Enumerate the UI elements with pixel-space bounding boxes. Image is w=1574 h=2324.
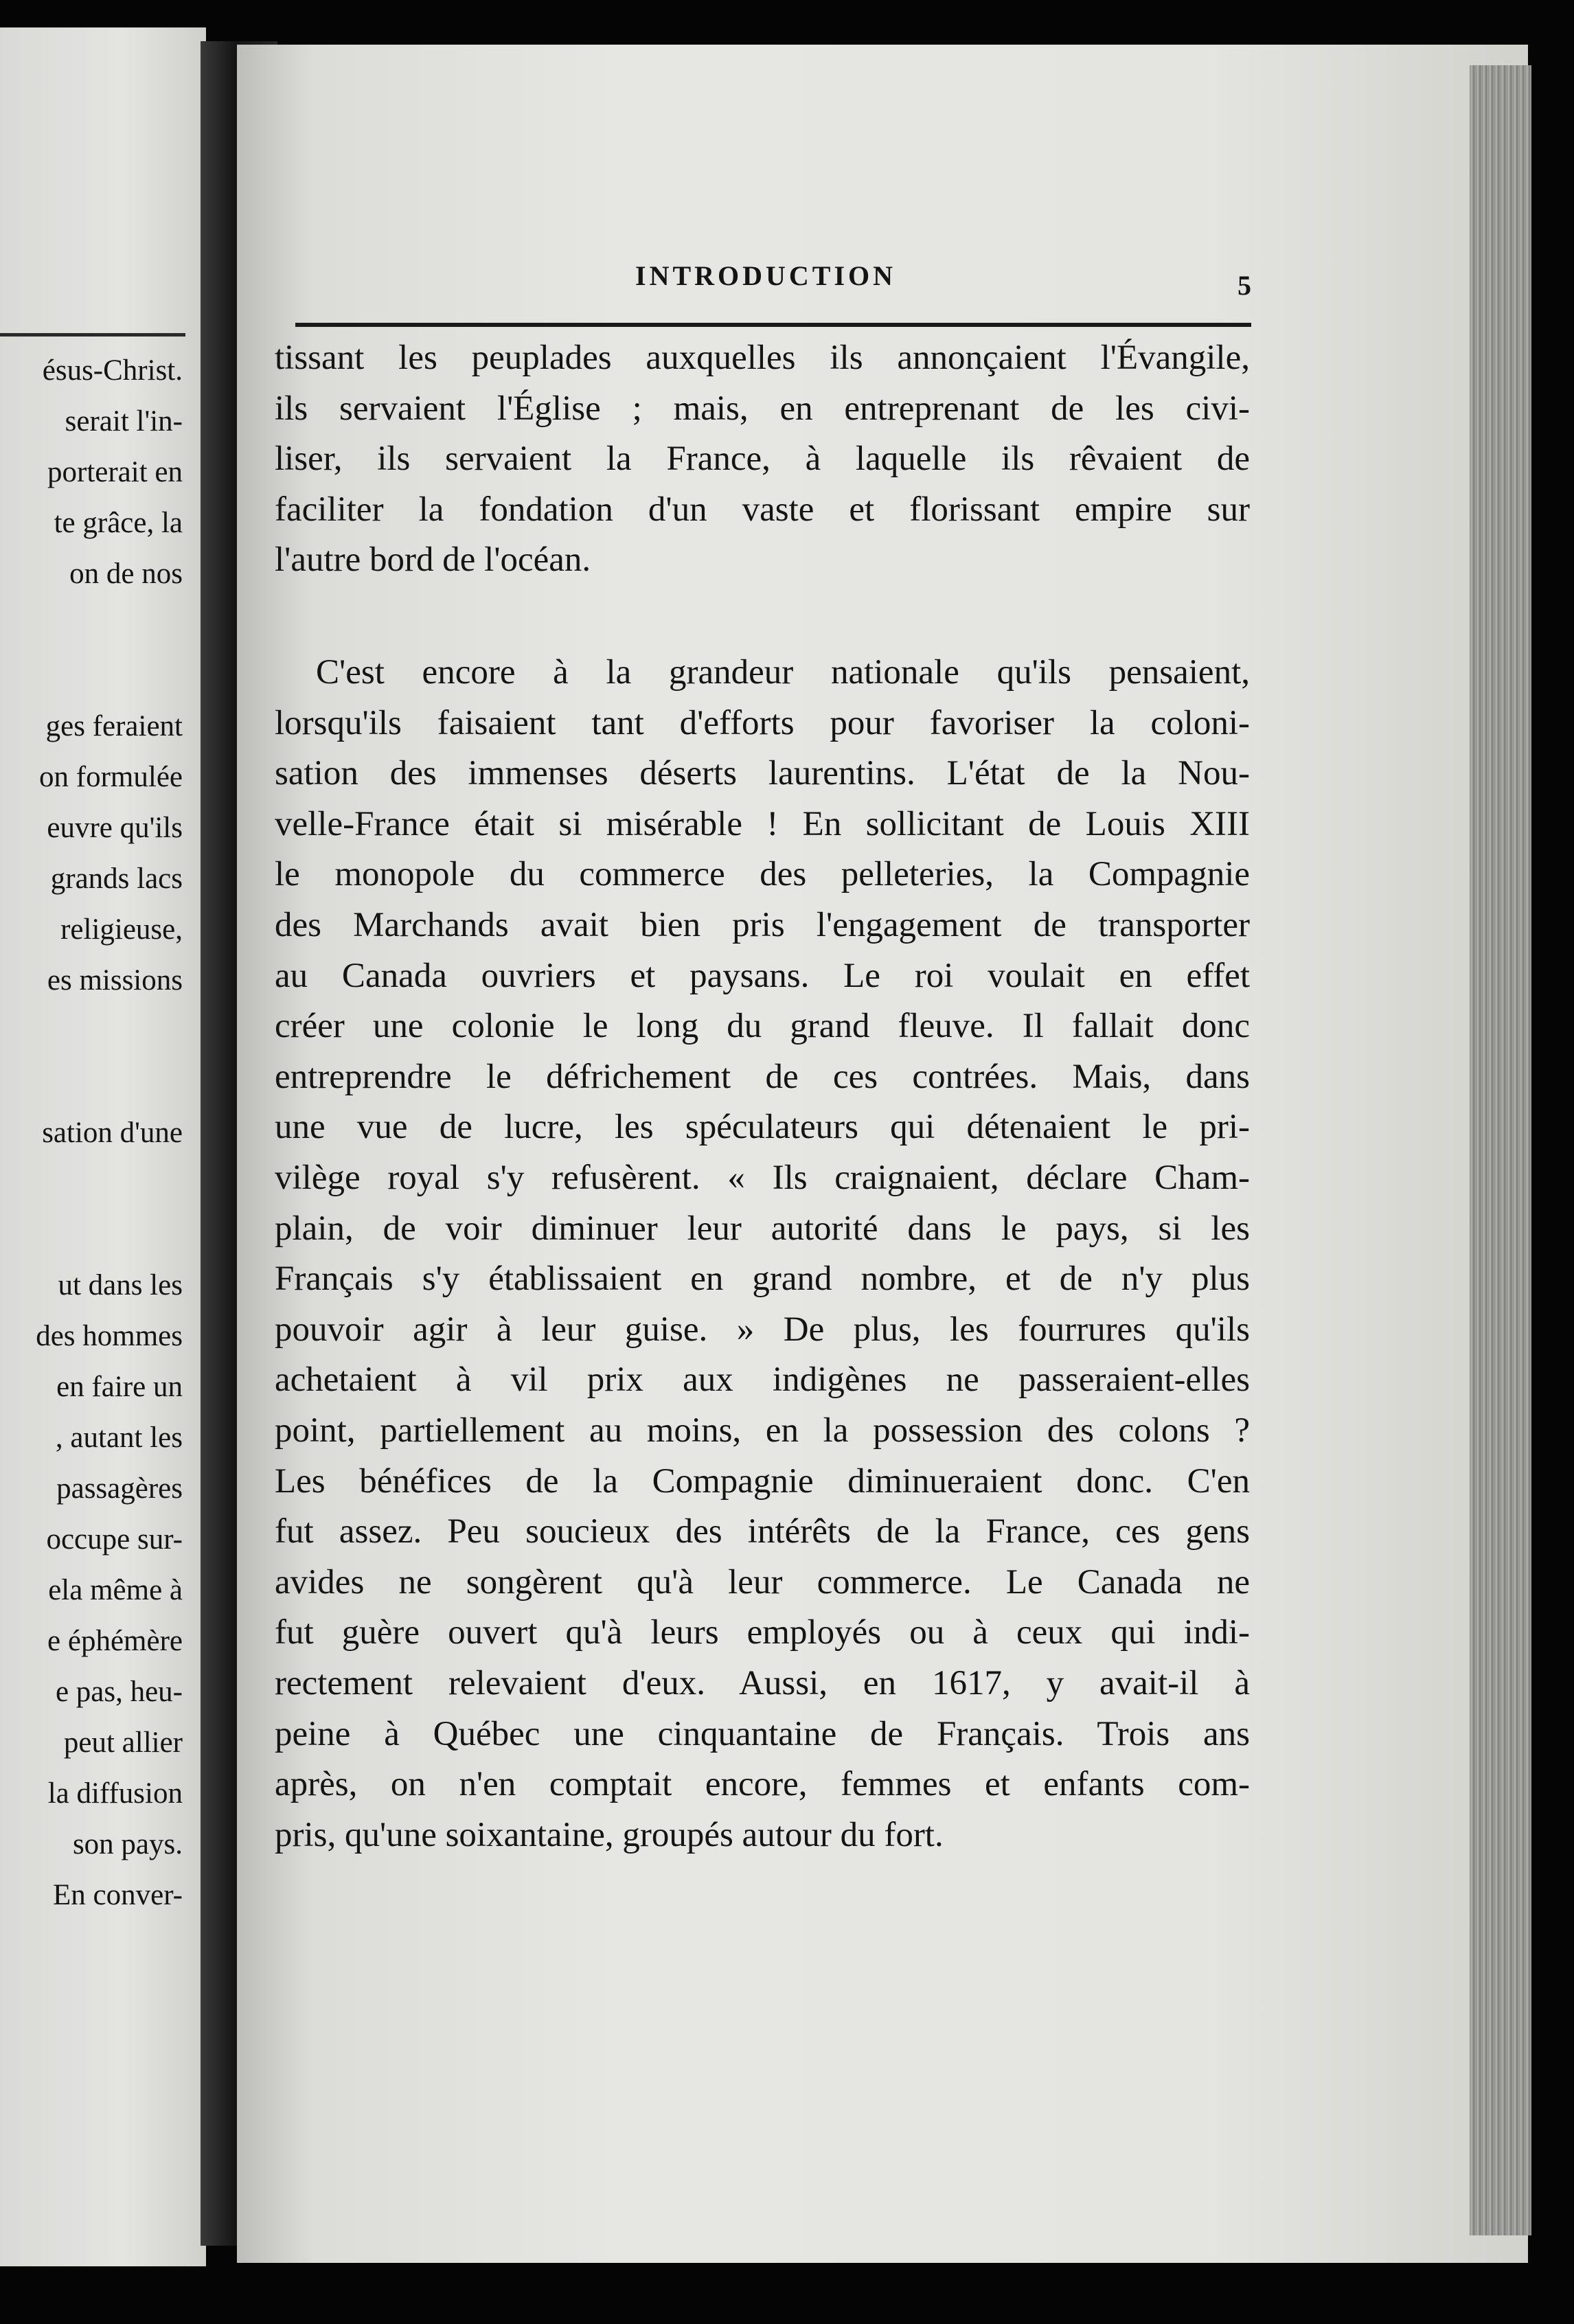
left-page-line: son pays. xyxy=(72,1828,183,1860)
body-line: fut assez. Peu soucieux des intérêts de la France, ces gens xyxy=(275,1512,1250,1551)
body-line: lorsqu'ils faisaient tant d'efforts pour favoriser la coloni- xyxy=(275,704,1250,742)
left-page-line: grands lacs xyxy=(50,863,183,895)
left-page-line: e éphémère xyxy=(47,1625,183,1657)
body-line: après, on n'en comptait encore, femmes et enfants com- xyxy=(275,1765,1250,1803)
left-page-line: ut dans les xyxy=(58,1269,183,1301)
left-page-line: on de nos xyxy=(69,558,183,590)
left-page-line: sation d'une xyxy=(42,1117,183,1149)
left-page-rule xyxy=(0,333,185,337)
body-line: faciliter la fondation d'un vaste et florissant empire sur xyxy=(275,490,1250,529)
body-line: pouvoir agir à leur guise. » De plus, les fourrures qu'ils xyxy=(275,1310,1250,1349)
body-line: velle-France était si misérable ! En sollicitant de Louis XIII xyxy=(275,805,1250,843)
running-head: INTRODUCTION xyxy=(635,260,897,291)
body-line: vilège royal s'y refusèrent. « Ils craignaient, déclare Cham- xyxy=(275,1159,1250,1197)
left-page-line: porterait en xyxy=(47,456,183,488)
left-page-line: es missions xyxy=(47,964,183,996)
left-page-line: passagères xyxy=(56,1472,183,1505)
body-line: créer une colonie le long du grand fleuve. Il fallait donc xyxy=(275,1007,1250,1045)
left-page xyxy=(0,27,206,2266)
body-line: pris, qu'une soixantaine, groupés autour du fort. xyxy=(275,1816,944,1854)
body-line: au Canada ouvriers et paysans. Le roi voulait en effet xyxy=(275,957,1250,995)
body-line: ils servaient l'Église ; mais, en entreprenant de les civi- xyxy=(275,389,1250,428)
body-line: sation des immenses déserts laurentins. L'état de la Nou- xyxy=(275,754,1250,793)
body-line: tissant les peuplades auxquelles ils annonçaient l'Évangile, xyxy=(275,339,1250,377)
left-page-line: En conver- xyxy=(53,1879,183,1911)
body-line: une vue de lucre, les spéculateurs qui détenaient le pri- xyxy=(275,1108,1250,1146)
body-line: achetaient à vil prix aux indigènes ne passeraient-elles xyxy=(275,1360,1250,1399)
left-page-line: e pas, heu- xyxy=(55,1676,183,1708)
body-line: Français s'y établissaient en grand nombre, et de n'y plus xyxy=(275,1260,1250,1298)
page-edges xyxy=(1470,65,1531,2235)
body-line: avides ne songèrent qu'à leur commerce. Le Canada ne xyxy=(275,1563,1250,1602)
body-line: rectement relevaient d'eux. Aussi, en 1617, y avait-il à xyxy=(275,1664,1250,1702)
page-number: 5 xyxy=(1237,270,1251,301)
body-line: Les bénéfices de la Compagnie diminueraient donc. C'en xyxy=(275,1462,1250,1501)
body-line: liser, ils servaient la France, à laquelle ils rêvaient de xyxy=(275,440,1250,478)
left-page-line: serait l'in- xyxy=(65,405,183,437)
body-line: entreprendre le défrichement de ces contrées. Mais, dans xyxy=(275,1058,1250,1096)
body-line: peine à Québec une cinquantaine de Français. Trois ans xyxy=(275,1715,1250,1753)
left-page-line: euvre qu'ils xyxy=(47,812,183,844)
left-page-line: ela même à xyxy=(48,1574,183,1606)
left-page-line: en faire un xyxy=(56,1371,183,1403)
body-line: C'est encore à la grandeur nationale qu'ils pensaient, xyxy=(316,653,1250,692)
left-page-line: ges feraient xyxy=(45,710,183,742)
body-line: le monopole du commerce des pelleteries, la Compagnie xyxy=(275,855,1250,893)
left-page-line: religieuse, xyxy=(60,913,183,946)
left-page-line: ésus-Christ. xyxy=(42,354,183,387)
left-page-line: te grâce, la xyxy=(54,507,183,539)
left-page-line: la diffusion xyxy=(47,1777,183,1810)
left-page-line: on formulée xyxy=(39,761,183,793)
left-page-line: , autant les xyxy=(55,1422,183,1454)
body-line: des Marchands avait bien pris l'engagement de transporter xyxy=(275,906,1250,944)
left-page-line: peut allier xyxy=(63,1727,183,1759)
header-rule xyxy=(295,323,1251,327)
left-page-line: des hommes xyxy=(36,1320,183,1352)
body-line: fut guère ouvert qu'à leurs employés ou à ceux qui indi- xyxy=(275,1613,1250,1652)
body-line: l'autre bord de l'océan. xyxy=(275,540,591,579)
body-line: point, partiellement au moins, en la possession des colons ? xyxy=(275,1411,1250,1450)
body-line: plain, de voir diminuer leur autorité dans le pays, si les xyxy=(275,1209,1250,1248)
left-page-line: occupe sur- xyxy=(46,1523,183,1556)
